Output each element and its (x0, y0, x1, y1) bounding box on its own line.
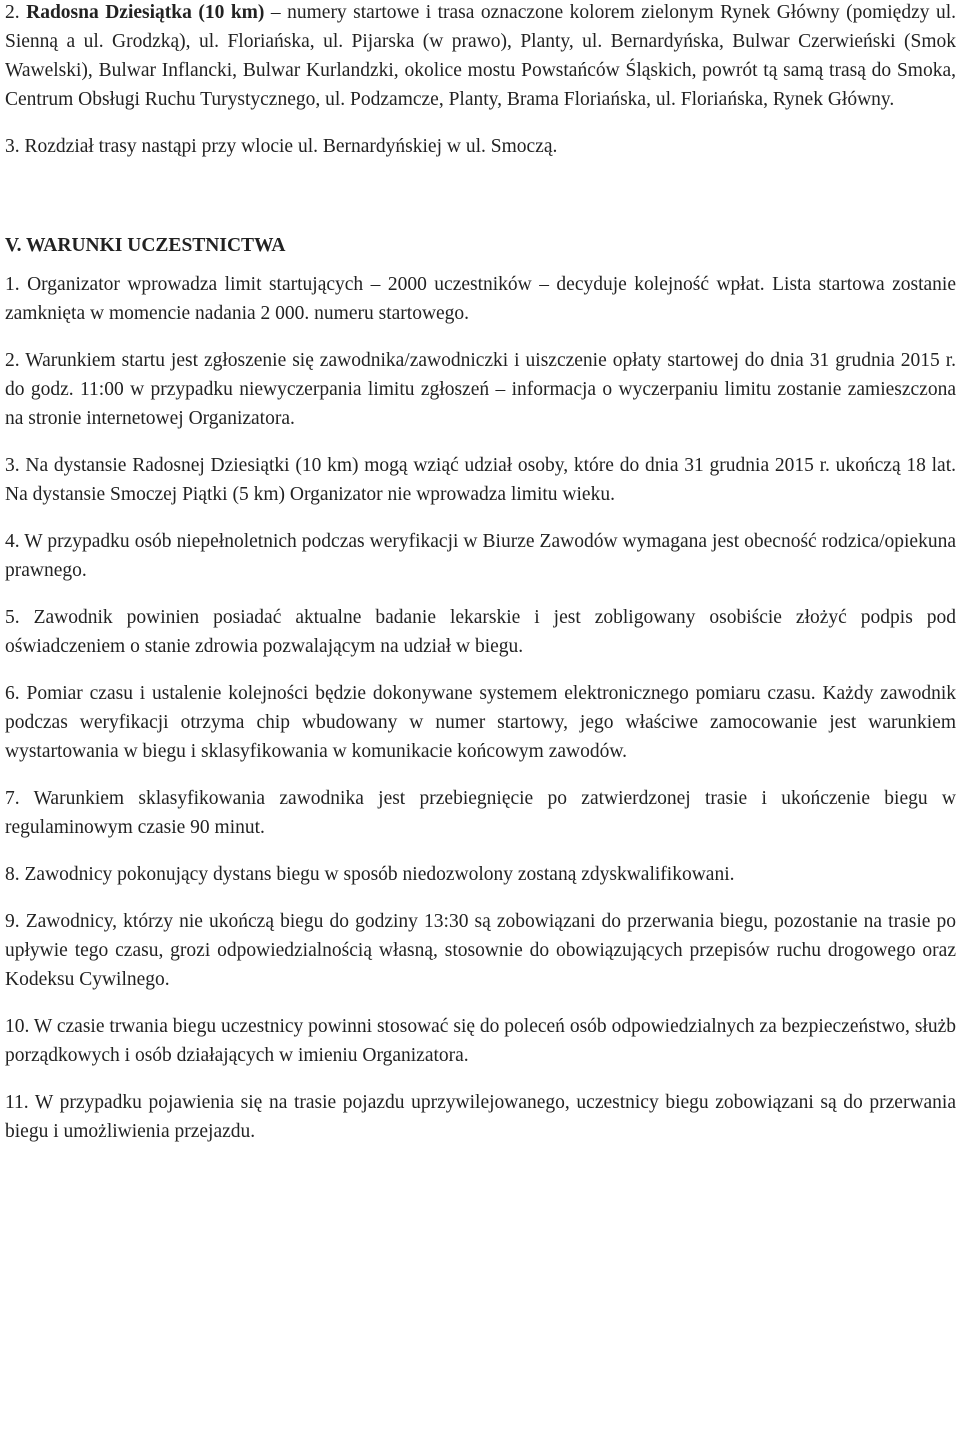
condition-4: 4. W przypadku osób niepełnoletnich podczas weryfikacji w Biurze Zawodów wymagana jest obecność rodzica/opiekuna prawnego. (5, 531, 956, 581)
section-heading: V. WARUNKI UCZESTNICTWA (5, 235, 286, 256)
condition-5: 5. Zawodnik powinien posiadać aktualne badanie lekarskie i jest zobligowany osobiście złożyć podpis pod oświadczeniem o stanie zdrowia pozwalającym na udział w biegu. (5, 607, 956, 657)
route-item-2-text: – numery startowe i trasa oznaczone kolorem zielonym Rynek Główny (pomiędzy ul. Sienną a ul. Grodzką), ul. Floriańska, ul. Pijarska (w prawo), Planty, ul. Bernardyńska, Bulwar Czerwieński (Smok Wawelski), Bulwar Inflancki, Bulwar Kurlandzki, okolice mostu Powstańców Śląskich, powrót tą samą trasą do Smoka, Centrum Obsługi Ruchu Turystycznego, ul. Podzamcze, Planty, Brama Floriańska, ul. Floriańska, Rynek Główny. (5, 2, 957, 110)
route-item-2-number: 2. (5, 2, 20, 23)
condition-6: 6. Pomiar czasu i ustalenie kolejności będzie dokonywane systemem elektronicznego pomiaru czasu. Każdy zawodnik podczas weryfikacji otrzyma chip wbudowany w numer startowy, jego właściwe zamocowanie jest warunkiem wystartowania w biegu i sklasyfikowania w komunikacie końcowym zawodów. (5, 683, 956, 762)
condition-9: 9. Zawodnicy, którzy nie ukończą biegu do godziny 13:30 są zobowiązani do przerwania biegu, pozostanie na trasie po upływie tego czasu, grozi odpowiedzialnością własną, stosownie do obowiązujących przepisów ruchu drogowego oraz Kodeksu Cywilnego. (5, 911, 956, 990)
document-page (5, 0, 956, 1146)
condition-3: 3. Na dystansie Radosnej Dziesiątki (10 km) mogą wziąć udział osoby, które do dnia 31 grudnia 2015 r. ukończą 18 lat. Na dystansie Smoczej Piątki (5 km) Organizator nie wprowadza limitu wieku. (5, 455, 956, 505)
route-item-3: 3. Rozdział trasy nastąpi przy wlocie ul. Bernardyńskiej w ul. Smoczą. (5, 136, 558, 157)
condition-8: 8. Zawodnicy pokonujący dystans biegu w sposób niedozwolony zostaną zdyskwalifikowani. (5, 864, 735, 885)
condition-2: 2. Warunkiem startu jest zgłoszenie się zawodnika/zawodniczki i uiszczenie opłaty startowej do dnia 31 grudnia 2015 r. do godz. 11:00 w przypadku niewyczerpania limitu zgłoszeń – informacja o wyczerpaniu limitu zostanie zamieszczona na stronie internetowej Organizatora. (5, 350, 956, 429)
condition-1: 1. Organizator wprowadza limit startujących – 2000 uczestników – decyduje kolejność wpłat. Lista startowa zostanie zamknięta w momencie nadania 2 000. numeru startowego. (5, 274, 956, 324)
condition-7: 7. Warunkiem sklasyfikowania zawodnika jest przebiegnięcie po zatwierdzonej trasie i ukończenie biegu w regulaminowym czasie 90 minut. (5, 788, 956, 838)
condition-10: 10. W czasie trwania biegu uczestnicy powinni stosować się do poleceń osób odpowiedzialnych za bezpieczeństwo, służb porządkowych i osób działających w imieniu Organizatora. (5, 1016, 956, 1066)
route-item-2 (5, 0, 956, 114)
condition-11: 11. W przypadku pojawienia się na trasie pojazdu uprzywilejowanego, uczestnicy biegu zobowiązani są do przerwania biegu i umożliwienia przejazdu. (5, 1092, 956, 1142)
route-item-2-title: Radosna Dziesiątka (10 km) (26, 2, 265, 23)
